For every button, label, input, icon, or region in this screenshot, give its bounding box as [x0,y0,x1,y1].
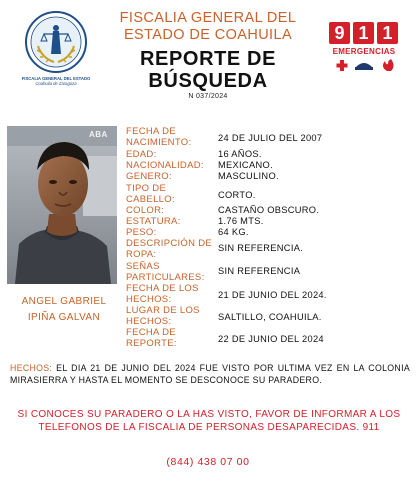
agency-name-line1: FISCALIA GENERAL DEL [119,10,297,26]
detail-label: LUGAR DE LOS HECHOS: [126,305,200,327]
report-number: N 037/2024 [188,93,228,100]
detail-label: FECHA DE LOS HECHOS: [126,283,199,305]
missing-person-photo [7,126,117,284]
detail-value: 1.76 MTS. [218,216,264,226]
seal-caption-line1: FISCALIA GENERAL DEL ESTADO [21,76,91,81]
detail-value: 64 KG. [218,227,249,237]
medical-cross-icon [337,60,348,71]
report-title-line1: REPORTE DE [139,48,277,70]
agency-name [108,10,308,44]
detail-label: COLOR: [126,205,165,216]
seal-caption-line2: Coahuila de Zaragoza [35,81,77,86]
badge-digit: 1 [377,22,398,44]
photo-background-text: ABA [89,130,108,139]
detail-label: SEÑAS PARTICULARES: [126,261,205,283]
emergency-911-badge [328,22,400,74]
badge-digit: 9 [329,22,350,44]
person-name [10,294,118,326]
detail-value: SIN REFERENCIA [218,266,301,276]
detail-value: CORTO. [218,190,256,200]
detail-label: DESCRIPCIÓN DE ROPA: [126,238,213,260]
detail-value: CASTAÑO OBSCURO. [218,205,320,215]
detail-label: FECHA DE REPORTE: [126,327,177,349]
detail-value: MEXICANO. [218,160,273,170]
hechos-text: EL DIA 21 DE JUNIO DEL 2024 FUE VISTO POR ULTIMA VEZ EN LA COLONIA MIRASIERRA Y HASTA EL MOMENTO SE DESCONOCE SU PARADERO. [10,363,410,385]
fire-icon [383,59,394,71]
detail-label: ESTATURA: [126,216,181,227]
detail-value: SALTILLO, COAHUILA. [218,312,322,322]
fiscalia-seal-logo [24,10,88,74]
person-name-line1: ANGEL GABRIEL [21,296,107,307]
police-hat-icon [355,63,373,70]
hechos-paragraph [10,362,410,386]
detail-label: TIPO DE CABELLO: [126,183,175,205]
person-name-line2: IPIÑA GALVAN [27,312,101,323]
detail-label: PESO: [126,227,157,238]
detail-value: 22 DE JUNIO DEL 2024 [218,334,324,344]
badge-digit: 1 [353,22,374,44]
detail-label: NACIONALIDAD: [126,160,204,171]
detail-value: 21 DE JUNIO DEL 2024. [218,290,327,300]
detail-value: 16 AÑOS. [218,149,262,159]
detail-label: GENERO: [126,171,172,182]
call-to-action: SI CONOCES SU PARADERO O LA HAS VISTO, FAVOR DE INFORMAR A LOS TELEFONOS DE LA FISCALIA DE PERSONAS DESAPARECIDAS. 911 [17,409,401,433]
contact-phone: (844) 438 07 00 [166,456,250,468]
report-title [108,48,308,92]
agency-name-line2: ESTADO DE COAHUILA [123,27,293,43]
emergencias-label: EMERGENCIAS [332,47,396,56]
emergency-icons [330,58,398,72]
report-title-line2: BÚSQUEDA [148,70,268,92]
seal-caption [14,76,98,86]
detail-label: FECHA DE NACIMIENTO: [126,126,192,148]
hechos-label: HECHOS: [10,363,53,373]
detail-value: MASCULINO. [218,171,279,181]
detail-value: 24 DE JULIO DEL 2007 [218,133,323,143]
detail-value: SIN REFERENCIA. [218,243,304,253]
detail-label: EDAD: [126,149,157,160]
